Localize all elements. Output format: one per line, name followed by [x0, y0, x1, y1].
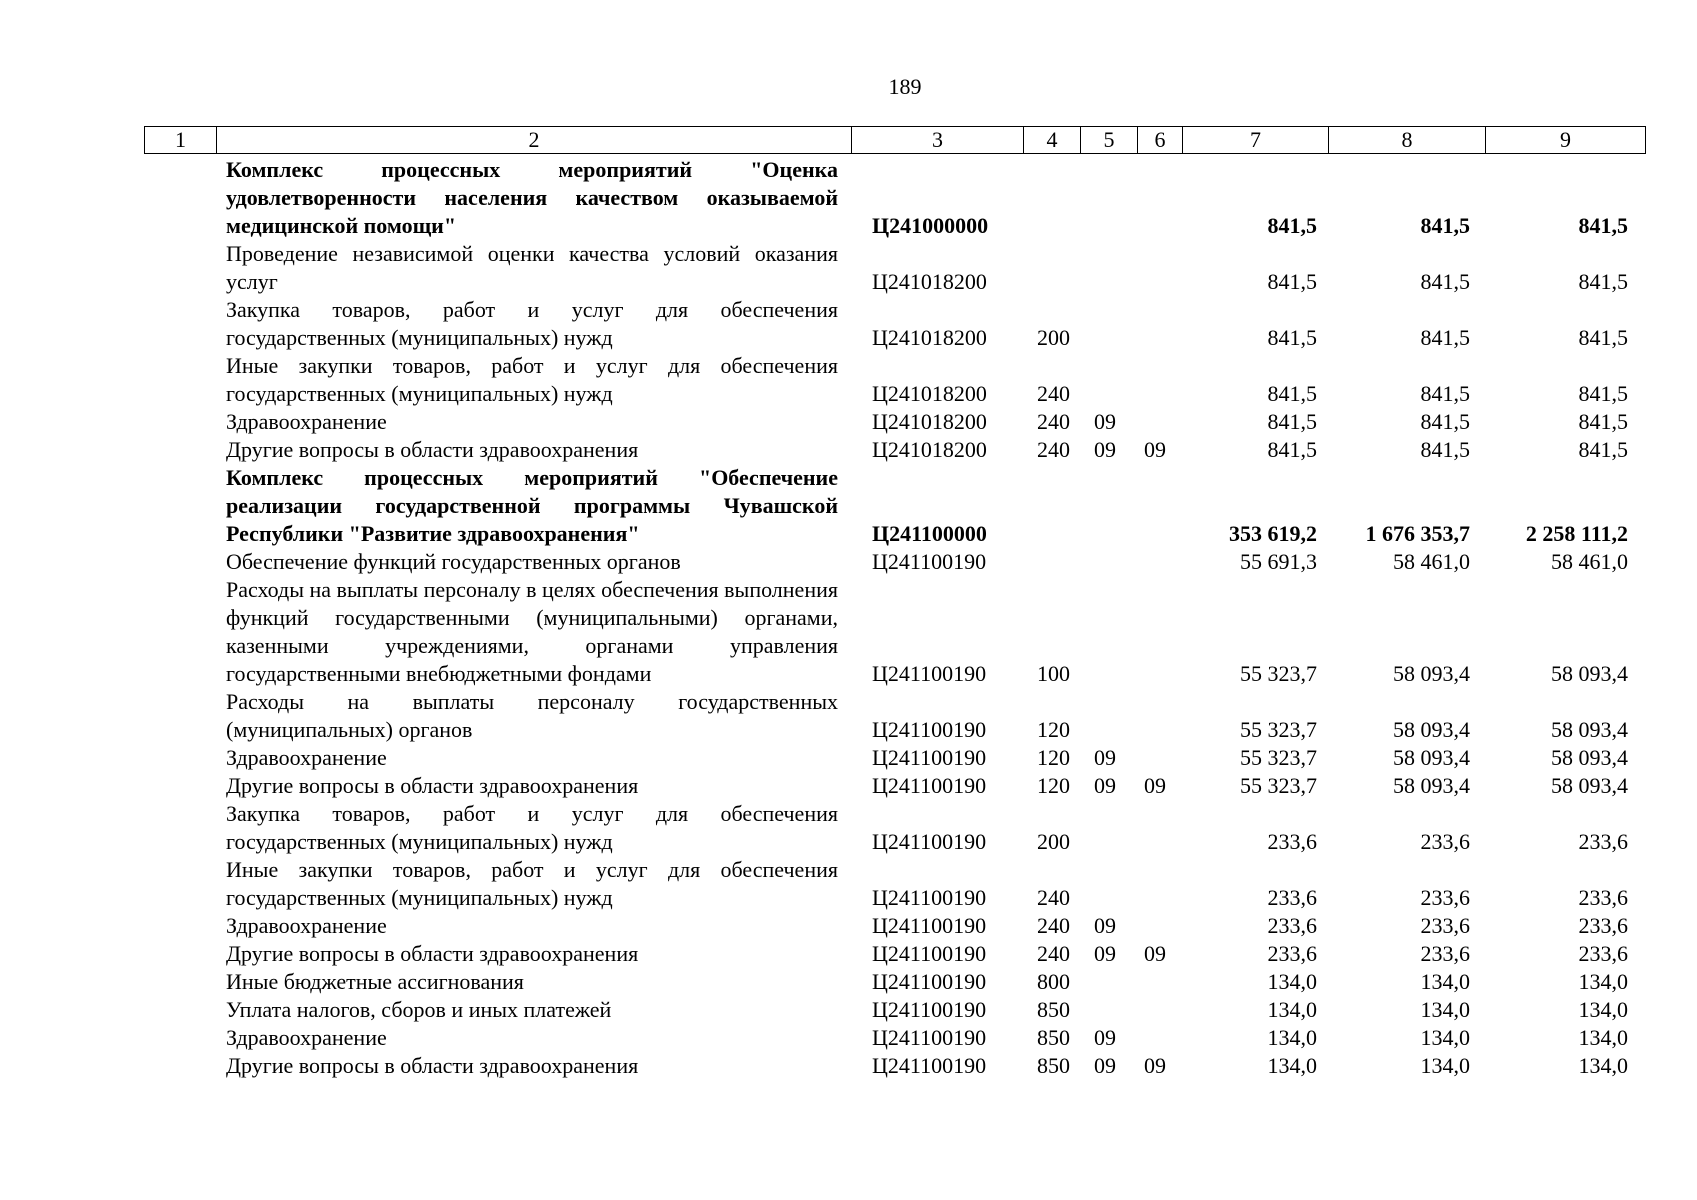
amount-col8: 233,6 — [1420, 941, 1470, 966]
amount-col9: 58 093,4 — [1551, 745, 1628, 770]
amount-col9: 58 093,4 — [1551, 661, 1628, 686]
item-name: Иные закупки товаров, работ и услуг для обеспечения государственных (муниципальных) нужд — [226, 857, 838, 910]
column-header-7: 7 — [1183, 127, 1329, 154]
page-number: 189 — [888, 74, 922, 99]
amount-col7: 841,5 — [1267, 269, 1317, 294]
table-row — [0, 436, 1697, 464]
target-article-code: Ц241000000 — [872, 213, 989, 238]
item-name: Здравоохранение — [226, 913, 387, 938]
amount-col7: 134,0 — [1267, 1025, 1317, 1050]
amount-col8: 841,5 — [1420, 213, 1470, 238]
amount-col9: 134,0 — [1578, 969, 1628, 994]
expense-type-code: 240 — [1037, 381, 1070, 406]
amount-col9: 841,5 — [1578, 325, 1628, 350]
item-name: Другие вопросы в области здравоохранения — [226, 773, 639, 798]
target-article-code: Ц241100190 — [872, 829, 987, 854]
amount-col8: 134,0 — [1420, 969, 1470, 994]
item-name: Проведение независимой оценки качества условий оказания услуг — [226, 241, 838, 294]
amount-col7: 55 691,3 — [1240, 549, 1317, 574]
expense-type-code: 240 — [1037, 437, 1070, 462]
amount-col8: 58 093,4 — [1393, 773, 1470, 798]
table-row — [0, 408, 1697, 436]
target-article-code: Ц241100190 — [872, 1025, 987, 1050]
expense-type-code: 850 — [1037, 1053, 1070, 1078]
expense-type-code: 240 — [1037, 409, 1070, 434]
amount-col8: 58 093,4 — [1393, 661, 1470, 686]
column-header-4: 4 — [1024, 127, 1081, 154]
expense-type-code: 120 — [1037, 745, 1070, 770]
table-row — [0, 744, 1697, 772]
item-name: Закупка товаров, работ и услуг для обеспечения государственных (муниципальных) нужд — [226, 297, 838, 350]
subsection-code: 09 — [1144, 941, 1166, 966]
amount-col9: 134,0 — [1578, 997, 1628, 1022]
amount-col8: 134,0 — [1420, 1053, 1470, 1078]
amount-col9: 233,6 — [1578, 913, 1628, 938]
table-row — [0, 156, 1697, 240]
amount-col9: 233,6 — [1578, 829, 1628, 854]
table-row — [0, 1052, 1697, 1080]
amount-col8: 841,5 — [1420, 381, 1470, 406]
amount-col9: 841,5 — [1578, 437, 1628, 462]
column-header-5: 5 — [1081, 127, 1138, 154]
amount-col7: 841,5 — [1267, 381, 1317, 406]
item-name: Здравоохранение — [226, 745, 387, 770]
amount-col8: 58 461,0 — [1393, 549, 1470, 574]
amount-col7: 841,5 — [1267, 325, 1317, 350]
item-name: Здравоохранение — [226, 1025, 387, 1050]
item-name: Иные бюджетные ассигнования — [226, 969, 524, 994]
table-row — [0, 464, 1697, 548]
item-name: Расходы на выплаты персоналу в целях обеспечения выполнения функций государственными (муниципальными) органами, казенными учреждениями, органами управления государственными внебюджетными фондами — [226, 577, 838, 686]
expense-type-code: 850 — [1037, 997, 1070, 1022]
target-article-code: Ц241018200 — [872, 409, 987, 434]
column-header-6: 6 — [1138, 127, 1183, 154]
table-row — [0, 772, 1697, 800]
expense-type-code: 240 — [1037, 941, 1070, 966]
amount-col9: 58 093,4 — [1551, 773, 1628, 798]
table-row — [0, 800, 1697, 856]
expense-type-code: 120 — [1037, 717, 1070, 742]
item-name: Закупка товаров, работ и услуг для обеспечения государственных (муниципальных) нужд — [226, 801, 838, 854]
target-article-code: Ц241018200 — [872, 325, 987, 350]
target-article-code: Ц241100190 — [872, 773, 987, 798]
column-header-8: 8 — [1329, 127, 1486, 154]
amount-col8: 841,5 — [1420, 269, 1470, 294]
expense-type-code: 200 — [1037, 325, 1070, 350]
amount-col9: 134,0 — [1578, 1053, 1628, 1078]
item-name: Уплата налогов, сборов и иных платежей — [226, 997, 612, 1022]
section-code: 09 — [1094, 773, 1116, 798]
column-header-3: 3 — [852, 127, 1024, 154]
target-article-code: Ц241100190 — [872, 885, 987, 910]
amount-col9: 2 258 111,2 — [1525, 521, 1628, 546]
target-article-code: Ц241018200 — [872, 269, 987, 294]
subsection-code: 09 — [1144, 437, 1166, 462]
column-header-2: 2 — [217, 127, 852, 154]
table-row — [0, 296, 1697, 352]
expense-type-code: 100 — [1037, 661, 1070, 686]
amount-col8: 841,5 — [1420, 409, 1470, 434]
table-row — [0, 940, 1697, 968]
item-name: Другие вопросы в области здравоохранения — [226, 941, 639, 966]
target-article-code: Ц241018200 — [872, 437, 987, 462]
amount-col9: 841,5 — [1578, 269, 1628, 294]
item-name: Другие вопросы в области здравоохранения — [226, 437, 639, 462]
amount-col9: 841,5 — [1578, 213, 1628, 238]
amount-col9: 841,5 — [1578, 381, 1628, 406]
table-body — [0, 156, 1697, 1080]
target-article-code: Ц241100190 — [872, 745, 987, 770]
section-code: 09 — [1094, 409, 1116, 434]
amount-col8: 1 676 353,7 — [1365, 521, 1470, 546]
table-row — [0, 240, 1697, 296]
table-row — [0, 856, 1697, 912]
item-name: Здравоохранение — [226, 409, 387, 434]
amount-col7: 353 619,2 — [1229, 521, 1317, 546]
expense-type-code: 240 — [1037, 885, 1070, 910]
amount-col8: 233,6 — [1420, 885, 1470, 910]
amount-col7: 841,5 — [1267, 437, 1317, 462]
subsection-code: 09 — [1144, 773, 1166, 798]
amount-col9: 233,6 — [1578, 885, 1628, 910]
target-article-code: Ц241100190 — [872, 913, 987, 938]
amount-col7: 841,5 — [1267, 213, 1317, 238]
amount-col7: 55 323,7 — [1240, 745, 1317, 770]
amount-col7: 134,0 — [1267, 969, 1317, 994]
table-row — [0, 688, 1697, 744]
section-code: 09 — [1094, 1053, 1116, 1078]
table-row — [0, 996, 1697, 1024]
item-name: Обеспечение функций государственных органов — [226, 549, 681, 574]
target-article-code: Ц241018200 — [872, 381, 987, 406]
item-name: Расходы на выплаты персоналу государственных (муниципальных) органов — [226, 689, 838, 742]
table-header — [144, 126, 1646, 154]
section-code: 09 — [1094, 745, 1116, 770]
table-row — [0, 912, 1697, 940]
section-code: 09 — [1094, 941, 1116, 966]
amount-col8: 134,0 — [1420, 997, 1470, 1022]
amount-col9: 841,5 — [1578, 409, 1628, 434]
amount-col9: 233,6 — [1578, 941, 1628, 966]
table-row — [0, 548, 1697, 576]
amount-col7: 233,6 — [1267, 885, 1317, 910]
amount-col9: 58 461,0 — [1551, 549, 1628, 574]
amount-col7: 134,0 — [1267, 997, 1317, 1022]
subsection-code: 09 — [1144, 1053, 1166, 1078]
amount-col8: 233,6 — [1420, 913, 1470, 938]
target-article-code: Ц241100190 — [872, 549, 987, 574]
section-code: 09 — [1094, 437, 1116, 462]
column-header-9: 9 — [1486, 127, 1646, 154]
amount-col8: 134,0 — [1420, 1025, 1470, 1050]
target-article-code: Ц241100190 — [872, 717, 987, 742]
target-article-code: Ц241100190 — [872, 1053, 987, 1078]
amount-col7: 55 323,7 — [1240, 773, 1317, 798]
target-article-code: Ц241100190 — [872, 941, 987, 966]
amount-col7: 233,6 — [1267, 913, 1317, 938]
target-article-code: Ц241100190 — [872, 969, 987, 994]
amount-col8: 233,6 — [1420, 829, 1470, 854]
item-name: Другие вопросы в области здравоохранения — [226, 1053, 639, 1078]
amount-col7: 233,6 — [1267, 829, 1317, 854]
amount-col8: 841,5 — [1420, 437, 1470, 462]
amount-col7: 841,5 — [1267, 409, 1317, 434]
table-row — [0, 352, 1697, 408]
expense-type-code: 200 — [1037, 829, 1070, 854]
table-row — [0, 1024, 1697, 1052]
amount-col8: 58 093,4 — [1393, 745, 1470, 770]
expense-type-code: 800 — [1037, 969, 1070, 994]
amount-col7: 55 323,7 — [1240, 717, 1317, 742]
section-code: 09 — [1094, 1025, 1116, 1050]
table-row — [0, 968, 1697, 996]
target-article-code: Ц241100000 — [872, 521, 987, 546]
amount-col8: 58 093,4 — [1393, 717, 1470, 742]
expense-type-code: 120 — [1037, 773, 1070, 798]
column-header-1: 1 — [145, 127, 217, 154]
item-name: Комплекс процессных мероприятий "Оценка удовлетворенности населения качеством оказываемой медицинской помощи" — [226, 157, 838, 238]
item-name: Комплекс процессных мероприятий "Обеспечение реализации государственной программы Чувашской Республики "Развитие здравоохранения" — [226, 465, 838, 546]
amount-col7: 55 323,7 — [1240, 661, 1317, 686]
section-code: 09 — [1094, 913, 1116, 938]
amount-col7: 134,0 — [1267, 1053, 1317, 1078]
target-article-code: Ц241100190 — [872, 997, 987, 1022]
item-name: Иные закупки товаров, работ и услуг для обеспечения государственных (муниципальных) нужд — [226, 353, 838, 406]
amount-col9: 58 093,4 — [1551, 717, 1628, 742]
expense-type-code: 850 — [1037, 1025, 1070, 1050]
target-article-code: Ц241100190 — [872, 661, 987, 686]
amount-col8: 841,5 — [1420, 325, 1470, 350]
amount-col7: 233,6 — [1267, 941, 1317, 966]
amount-col9: 134,0 — [1578, 1025, 1628, 1050]
table-row — [0, 576, 1697, 688]
expense-type-code: 240 — [1037, 913, 1070, 938]
